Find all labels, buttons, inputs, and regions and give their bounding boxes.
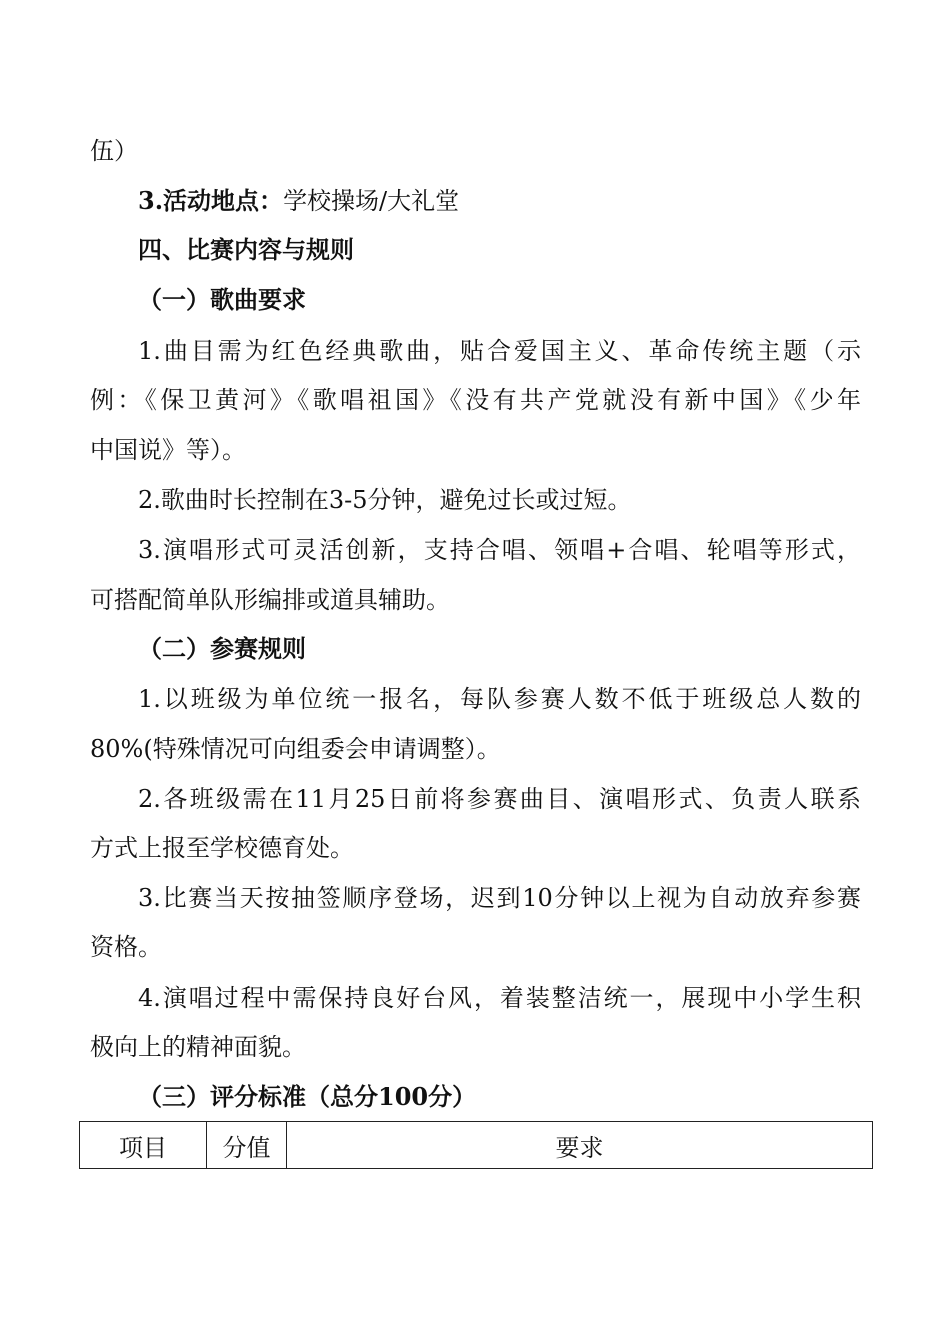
paragraph-line: 可搭配简单队形编排或道具辅助。 [90,586,450,614]
subsection-heading: （三）评分标准（总分100分） [138,1082,477,1111]
paragraph-line: 例：《保卫黄河》《歌唱祖国》《没有共产党就没有新中国》《少年 [90,386,861,414]
subsection-heading: （一）歌曲要求 [138,285,306,314]
subsection-heading: （二）参赛规则 [138,634,306,663]
venue-text: 学校操场/大礼堂 [283,187,460,215]
scoring-table [79,1121,873,1169]
table-header-cell: 项目 [80,1122,207,1169]
paragraph-line: 4.演唱过程中需保持良好台风，着装整洁统一，展现中小学生积 [138,984,861,1012]
table-header-cell: 要求 [287,1122,873,1169]
paragraph-line: 方式上报至学校德育处。 [90,834,354,862]
paragraph-line: 80%(特殊情况可向组委会申请调整）。 [90,735,501,763]
table-header-row [80,1122,873,1169]
section-heading: 四、比赛内容与规则 [138,235,354,264]
paragraph-line: 伍） [90,137,138,165]
paragraph-line: 中国说》等）。 [90,436,246,464]
paragraph-line: 资格。 [90,933,162,961]
venue-label: 3.活动地点： [138,186,284,215]
paragraph-line: 极向上的精神面貌。 [90,1033,306,1061]
table-header-cell: 分值 [207,1122,287,1169]
paragraph-line: 1.以班级为单位统一报名，每队参赛人数不低于班级总人数的 [138,685,861,713]
paragraph-line: 3.比赛当天按抽签顺序登场，迟到10分钟以上视为自动放弃参赛 [138,884,861,912]
paragraph-line: 3.演唱形式可灵活创新，支持合唱、领唱+合唱、轮唱等形式， [138,536,861,564]
venue-line [138,186,459,216]
paragraph-line: 2.各班级需在11月25日前将参赛曲目、演唱形式、负责人联系 [138,785,861,813]
paragraph-line: 1.曲目需为红色经典歌曲，贴合爱国主义、革命传统主题（示 [138,337,861,365]
paragraph-line: 2.歌曲时长控制在3-5分钟，避免过长或过短。 [138,486,632,514]
